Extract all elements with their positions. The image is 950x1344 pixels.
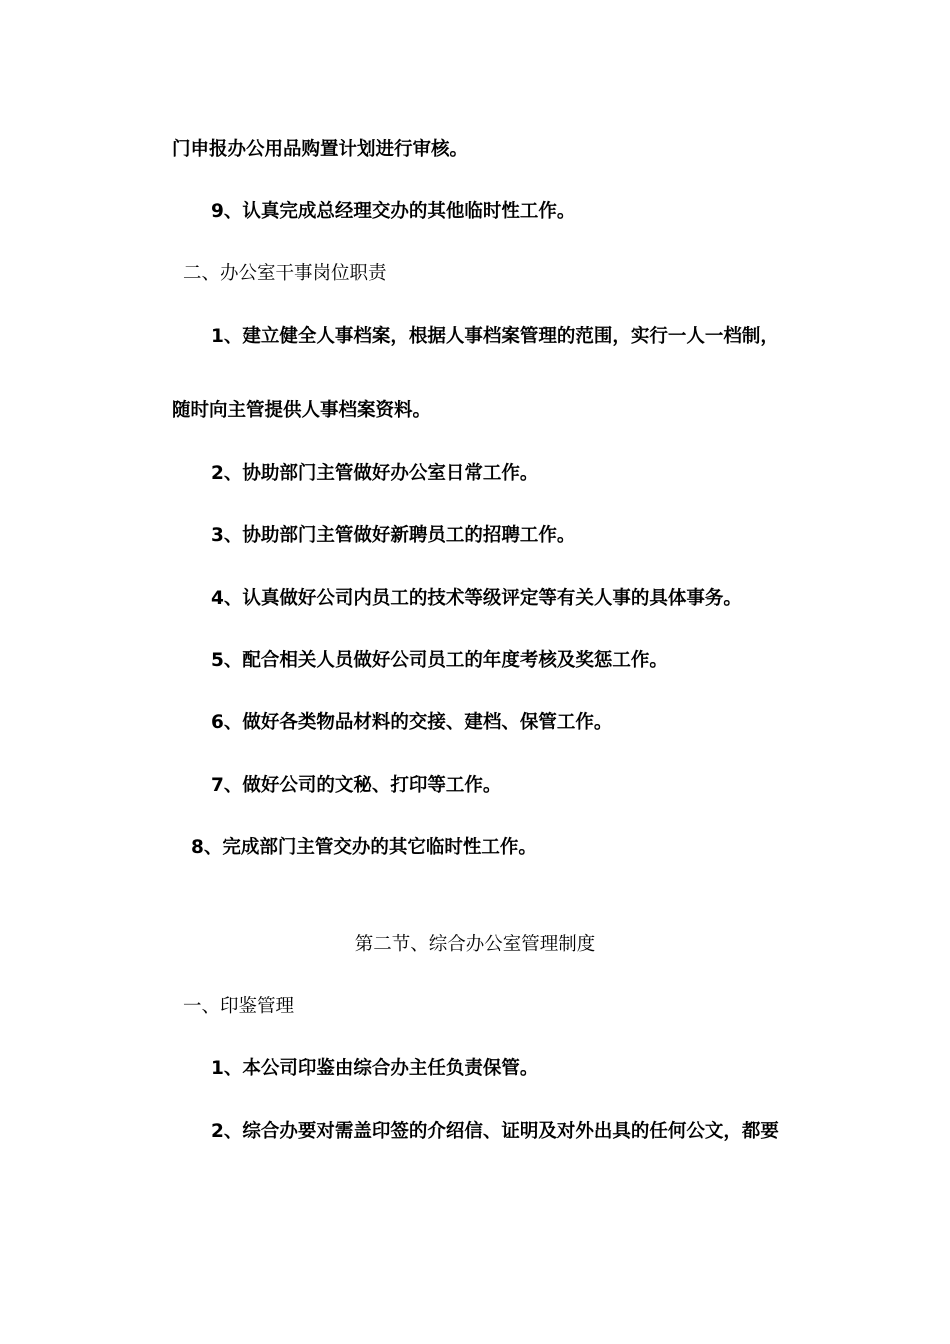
list-item-3: 3、协助部门主管做好新聘员工的招聘工作。 bbox=[211, 525, 576, 546]
paragraph-line: 门申报办公用品购置计划进行审核。 bbox=[172, 139, 469, 160]
chapter-title: 第二节、综合办公室管理制度 bbox=[354, 934, 596, 955]
section-heading: 一、印鉴管理 bbox=[183, 996, 295, 1017]
list-item-6: 6、做好各类物品材料的交接、建档、保管工作。 bbox=[211, 712, 613, 733]
list-item-5: 5、配合相关人员做好公司员工的年度考核及奖惩工作。 bbox=[211, 650, 668, 671]
list-item-7: 7、做好公司的文秘、打印等工作。 bbox=[211, 775, 502, 796]
list-item-8: 8、完成部门主管交办的其它临时性工作。 bbox=[191, 837, 537, 858]
list-item-1: 1、本公司印鉴由综合办主任负责保管。 bbox=[211, 1058, 539, 1079]
paragraph-line: 随时向主管提供人事档案资料。 bbox=[172, 400, 432, 421]
list-item-2: 2、综合办要对需盖印签的介绍信、证明及对外出具的任何公文，都要 bbox=[211, 1121, 779, 1142]
section-heading: 二、办公室干事岗位职责 bbox=[183, 263, 387, 284]
list-item-4: 4、认真做好公司内员工的技术等级评定等有关人事的具体事务。 bbox=[211, 588, 742, 609]
list-item-1: 1、建立健全人事档案，根据人事档案管理的范围，实行一人一档制， bbox=[211, 326, 779, 347]
list-item-9: 9、认真完成总经理交办的其他临时性工作。 bbox=[211, 201, 576, 222]
list-item-2: 2、协助部门主管做好办公室日常工作。 bbox=[211, 463, 539, 484]
